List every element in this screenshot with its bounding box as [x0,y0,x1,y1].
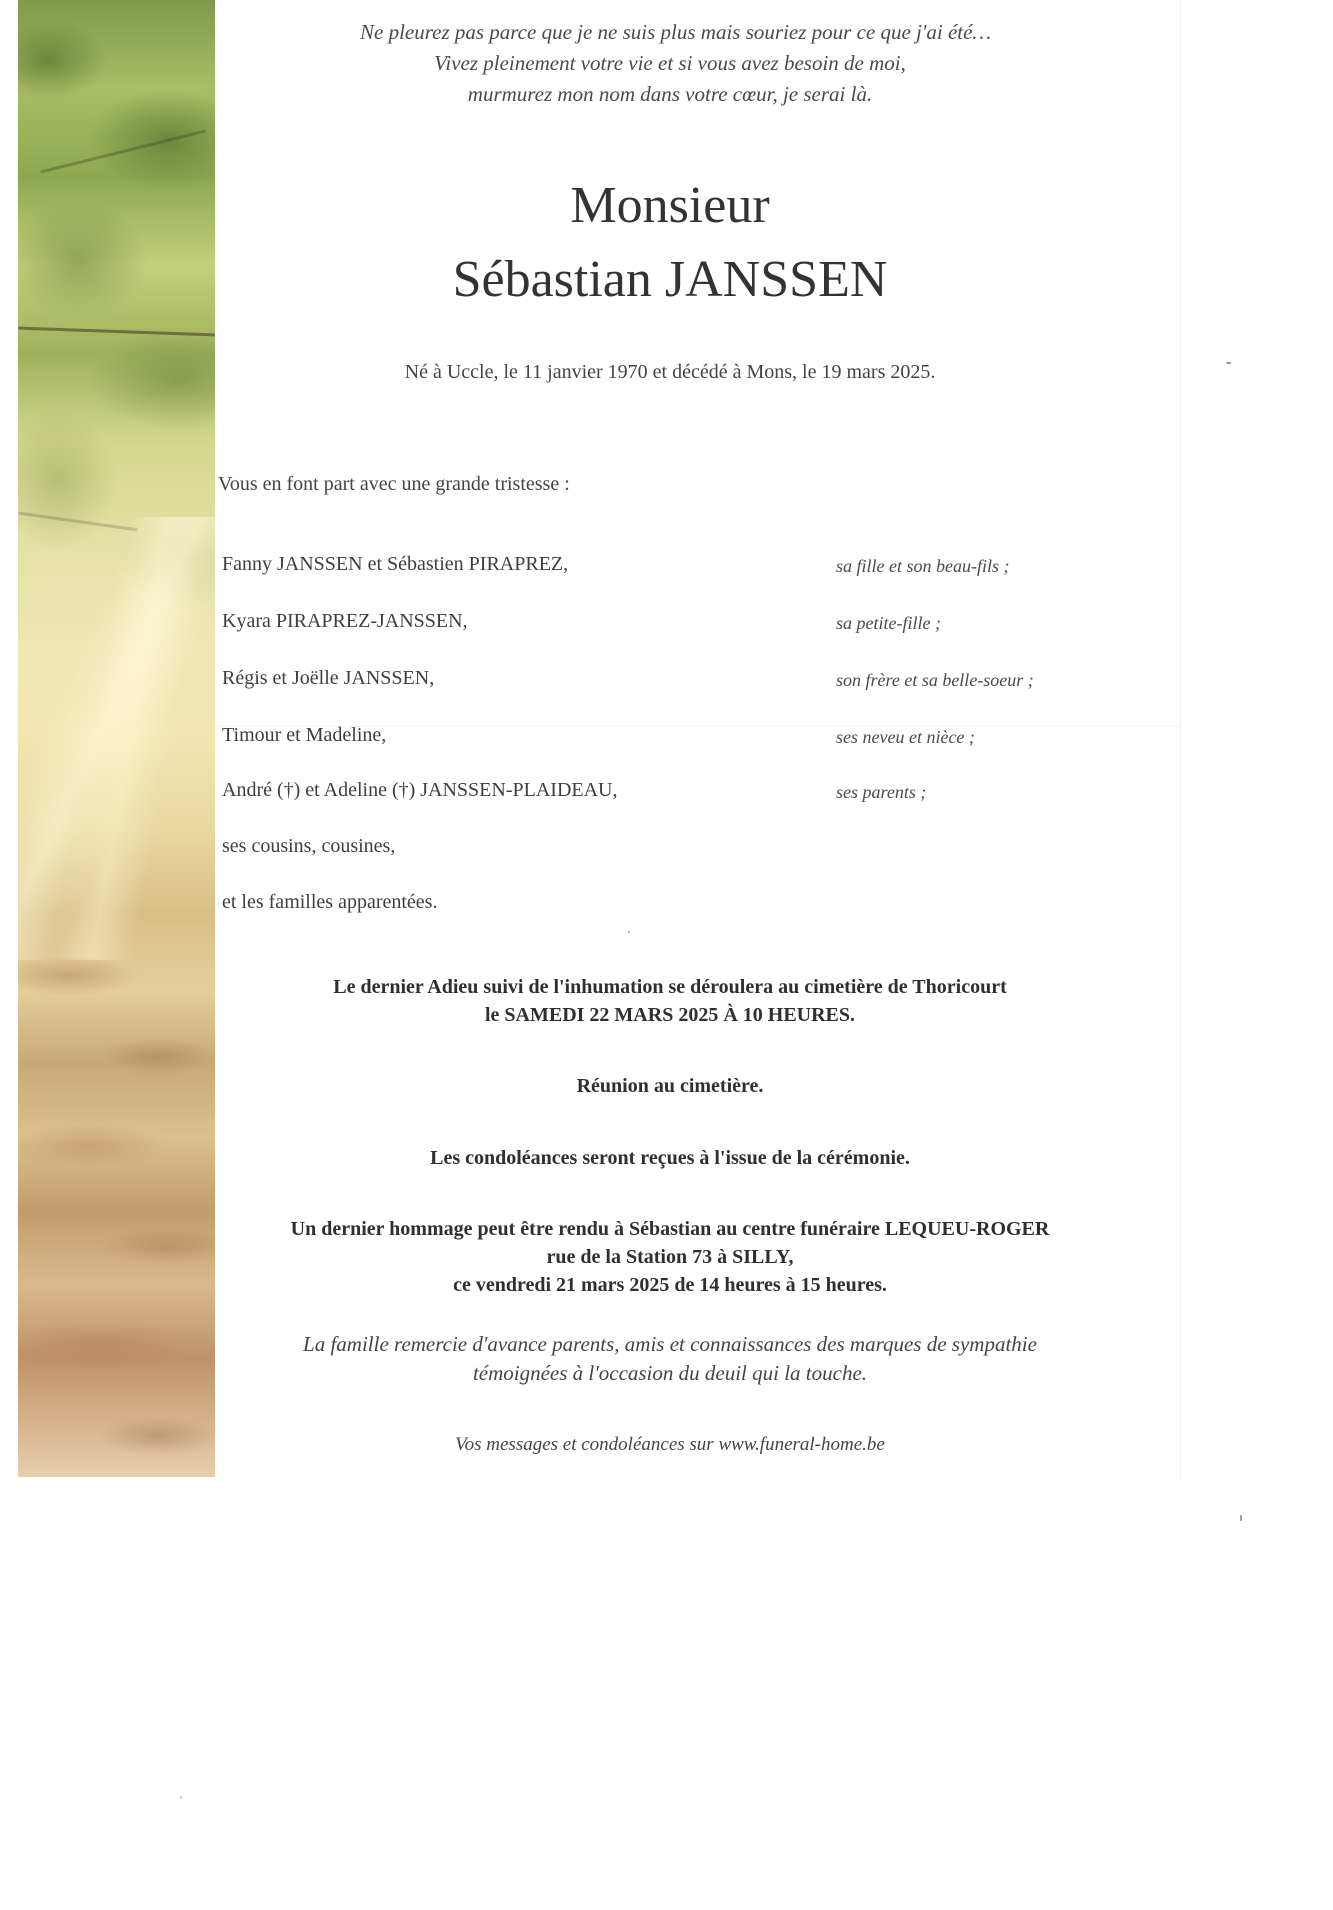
tribute-line-3: ce vendredi 21 mars 2025 de 14 heures à 15 heures. [453,1274,887,1296]
family-name-7: et les familles apparentées. [222,891,438,913]
condolences-line: Les condoléances seront reçues à l'issue de la cérémonie. [430,1147,910,1169]
scan-speck [1240,1515,1242,1521]
scan-speck [1226,362,1231,364]
family-name-1: Fanny JANSSEN et Sébastien PIRAPREZ, [222,553,569,575]
birth-death-line: Né à Uccle, le 11 janvier 1970 et décédé à Mons, le 19 mars 2025. [404,361,936,383]
scan-speck [628,931,630,933]
website-line: Vos messages et condoléances sur www.funeral-home.be [455,1434,885,1455]
family-name-4: Timour et Madeline, [222,724,387,746]
ceremony-line-1: Le dernier Adieu suivi de l'inhumation se déroulera au cimetière de Thoricourt [333,976,1007,998]
deceased-name: Sébastian JANSSEN [452,251,888,308]
forest-path [18,916,215,1477]
thanks-line-1: La famille remercie d'avance parents, amis et connaissances des marques de sympathie [303,1332,1037,1356]
thanks-line-2: témoignées à l'occasion du deuil qui la touche. [472,1361,868,1385]
tribute-line-2: rue de la Station 73 à SILLY, [546,1246,794,1268]
family-name-6: ses cousins, cousines, [222,835,396,857]
tribute-line-1: Un dernier hommage peut être rendu à Sébastian au centre funéraire LEQUEU-ROGER [290,1218,1050,1240]
reunion-line: Réunion au cimetière. [576,1075,764,1097]
light-rays [18,517,215,960]
ceremony-line-2: le SAMEDI 22 MARS 2025 À 10 HEURES. [484,1004,856,1026]
poem-line-3: murmurez mon nom dans votre cœur, je serai là. [467,82,873,106]
scan-edge [1180,0,1181,1480]
family-relation-5: ses parents ; [836,782,927,802]
family-relation-4: ses neveu et nièce ; [836,727,975,747]
family-name-5: André (†) et Adeline (†) JANSSEN-PLAIDEAU, [222,779,618,801]
family-relation-3: son frère et sa belle-soeur ; [836,670,1034,690]
scan-speck [180,1796,182,1799]
forest-path-photo [18,0,215,1477]
family-relation-2: sa petite-fille ; [836,613,941,633]
family-name-3: Régis et Joëlle JANSSEN, [222,667,435,689]
poem-line-2: Vivez pleinement votre vie et si vous avez besoin de moi, [434,51,906,75]
deceased-title: Monsieur [570,177,770,234]
poem-line-1: Ne pleurez pas parce que je ne suis plus mais souriez pour ce que j'ai été… [360,20,992,44]
family-relation-1: sa fille et son beau-fils ; [836,556,1010,576]
intro-line: Vous en font part avec une grande tristesse : [218,473,570,495]
family-name-2: Kyara PIRAPREZ-JANSSEN, [222,610,468,632]
